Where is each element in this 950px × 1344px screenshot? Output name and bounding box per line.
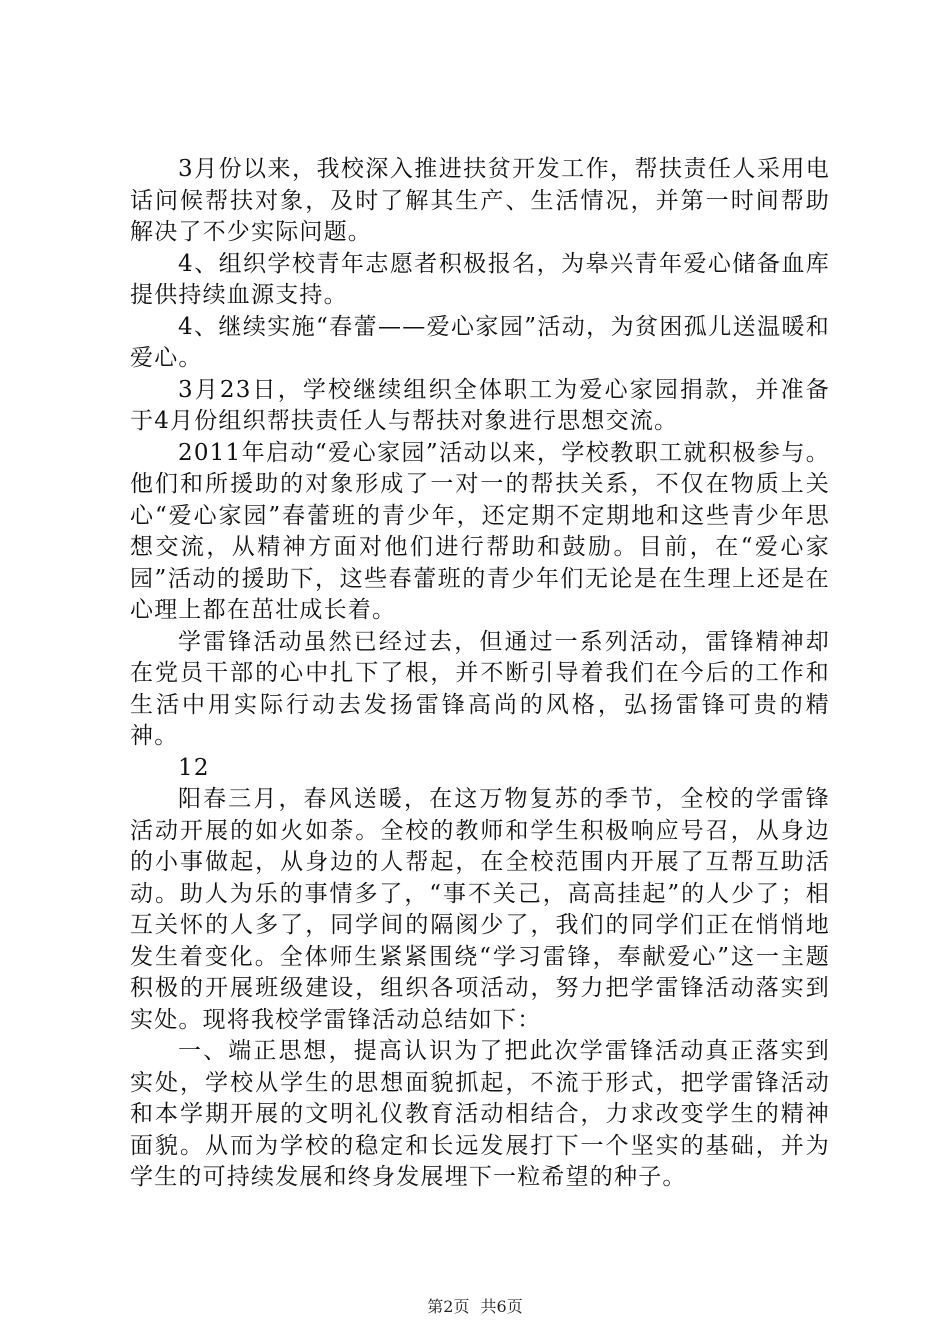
paragraph: 2011年启动“爱心家园”活动以来，学校教职工就积极参与。他们和所援助的对象形成了一对一的帮扶关系，不仅在物质上关心“爱心家园”春蕾班的青少年，还定期不定期地和这些青少年思想交流，从精神方面对他们进行帮助和鼓励。目前，在“爱心家园”活动的援助下，这些春蕾班的青少年们无论是在生理上还是在心理上都在茁壮成长着。 [130,439,830,623]
paragraph: 学雷锋活动虽然已经过去，但通过一系列活动，雷锋精神却在党员干部的心中扎下了根，并不断引导着我们在今后的工作和生活中用实际行动去发扬雷锋高尚的风格，弘扬雷锋可贵的精神。 [130,628,830,749]
paragraph: 3月23日，学校继续组织全体职工为爱心家园捐款，并准备于4月份组织帮扶责任人与帮扶对象进行思想交流。 [130,376,830,434]
section-number: 12 [178,754,210,781]
page-total: 共6页 [480,1297,523,1316]
document-body [130,154,830,1194]
paragraph: 3月份以来，我校深入推进扶贫开发工作，帮扶责任人采用电话问候帮扶对象，及时了解其生产、生活情况，并第一时间帮助解决了不少实际问题。 [130,156,830,245]
page-footer [0,1294,950,1317]
paragraph: 4、组织学校青年志愿者积极报名，为皋兴青年爱心储备血库提供持续血源支持。 [130,250,830,308]
page-number: 第2页 [427,1297,470,1316]
paragraph: 4、继续实施“春蕾——爱心家园”活动，为贫困孤儿送温暖和爱心。 [130,313,830,371]
paragraph: 一、端正思想，提高认识为了把此次学雷锋活动真正落实到实处，学校从学生的思想面貌抓起，不流于形式，把学雷锋活动和本学期开展的文明礼仪教育活动相结合，力求改变学生的精神面貌。从而为学校的稳定和长远发展打下一个坚实的基础，并为学生的可持续发展和终身发展埋下一粒希望的种子。 [130,1038,830,1190]
paragraph: 阳春三月，春风送暖，在这万物复苏的季节，全校的学雷锋活动开展的如火如荼。全校的教师和学生积极响应号召，从身边的小事做起，从身边的人帮起，在全校范围内开展了互帮互助活动。助人为乐的事情多了，“事不关己，高高挂起”的人少了；相互关怀的人多了，同学间的隔阂少了，我们的同学们正在悄悄地发生着变化。全体师生紧紧围绕“学习雷锋，奉献爱心”这一主题积极的开展班级建设，组织各项活动，努力把学雷锋活动落实到实处。现将我校学雷锋活动总结如下： [130,786,830,1033]
